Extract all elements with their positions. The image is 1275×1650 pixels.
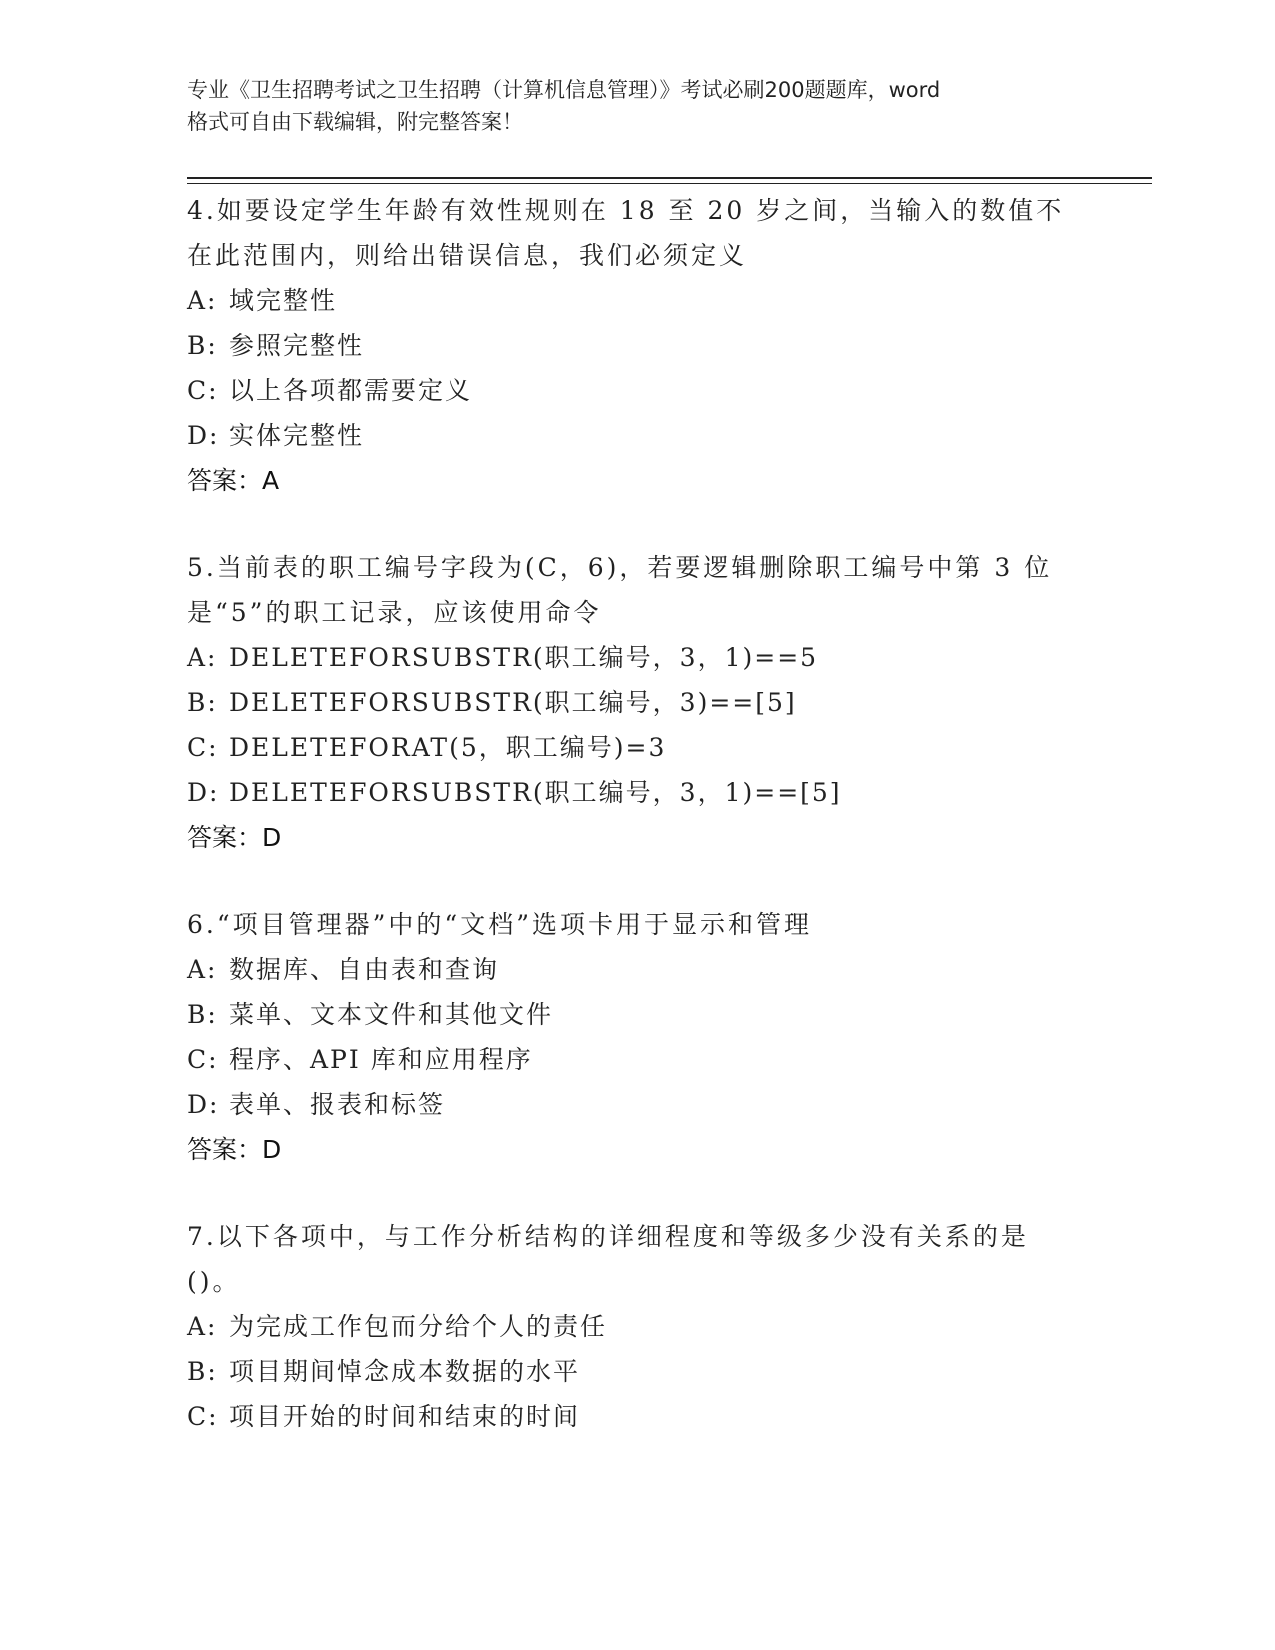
option-c	[187, 1037, 1067, 1082]
option-text: 项目期间悼念成本数据的水平	[229, 1357, 581, 1386]
option-key: C:	[187, 1045, 219, 1074]
header-line-1: 专业《卫生招聘考试之卫生招聘（计算机信息管理）》考试必刷200题题库，word	[187, 78, 941, 102]
question-list	[187, 188, 1067, 1481]
option-d	[187, 413, 1067, 458]
option-key: A:	[187, 955, 218, 984]
option-text: 程序、API 库和应用程序	[229, 1045, 533, 1074]
option-key: D:	[187, 421, 220, 450]
answer-line: 答案：D	[187, 823, 282, 852]
option-key: A:	[187, 643, 218, 672]
option-a	[187, 1304, 1067, 1349]
question-4	[187, 188, 1067, 503]
option-b	[187, 680, 1067, 725]
option-d	[187, 1082, 1067, 1127]
option-key: A:	[187, 1312, 218, 1341]
question-stem: 7.以下各项中，与工作分析结构的详细程度和等级多少没有关系的是()。	[187, 1222, 1029, 1296]
question-5	[187, 545, 1067, 860]
header-line-2: 格式可自由下载编辑，附完整答案！	[187, 110, 523, 134]
option-text: DELETEFORSUBSTR(职工编号，3)==[5]	[229, 688, 797, 717]
option-key: C:	[187, 733, 219, 762]
option-text: 项目开始的时间和结束的时间	[229, 1402, 581, 1431]
header-rule-thick	[187, 177, 1152, 179]
option-text: DELETEFORSUBSTR(职工编号，3，1)==[5]	[229, 778, 842, 807]
option-b	[187, 1349, 1067, 1394]
option-c	[187, 725, 1067, 770]
option-c	[187, 368, 1067, 413]
option-text: 数据库、自由表和查询	[229, 955, 500, 984]
option-key: B:	[187, 1000, 218, 1029]
question-stem: 5.当前表的职工编号字段为(C，6)，若要逻辑删除职工编号中第 3 位是“5”的职工记录，应该使用命令	[187, 553, 1053, 627]
option-key: A:	[187, 286, 218, 315]
option-a	[187, 947, 1067, 992]
header-rule-thin	[187, 183, 1152, 184]
question-stem: 6.“项目管理器”中的“文档”选项卡用于显示和管理	[187, 910, 812, 939]
option-key: D:	[187, 1090, 220, 1119]
question-6	[187, 902, 1067, 1172]
option-a	[187, 635, 1067, 680]
option-a	[187, 278, 1067, 323]
option-d	[187, 770, 1067, 815]
option-key: C:	[187, 376, 219, 405]
option-text: 以上各项都需要定义	[229, 376, 473, 405]
option-key: B:	[187, 1357, 218, 1386]
question-stem: 4.如要设定学生年龄有效性规则在 18 至 20 岁之间，当输入的数值不在此范围内，则给出错误信息，我们必须定义	[187, 196, 1065, 270]
option-b	[187, 323, 1067, 368]
answer-line: 答案：A	[187, 466, 280, 495]
option-text: 参照完整性	[229, 331, 365, 360]
option-text: 表单、报表和标签	[229, 1090, 446, 1119]
option-text: DELETEFORSUBSTR(职工编号，3，1)==5	[229, 643, 819, 672]
option-b	[187, 992, 1067, 1037]
option-text: 域完整性	[229, 286, 338, 315]
option-text: 为完成工作包而分给个人的责任	[229, 1312, 608, 1341]
question-7	[187, 1214, 1067, 1439]
option-c	[187, 1394, 1067, 1439]
option-text: DELETEFORAT(5，职工编号)=3	[229, 733, 667, 762]
document-header	[187, 74, 1087, 138]
option-key: C:	[187, 1402, 219, 1431]
option-text: 菜单、文本文件和其他文件	[229, 1000, 554, 1029]
option-text: 实体完整性	[229, 421, 365, 450]
option-key: B:	[187, 331, 218, 360]
answer-line: 答案：D	[187, 1135, 282, 1164]
option-key: D:	[187, 778, 220, 807]
option-key: B:	[187, 688, 218, 717]
